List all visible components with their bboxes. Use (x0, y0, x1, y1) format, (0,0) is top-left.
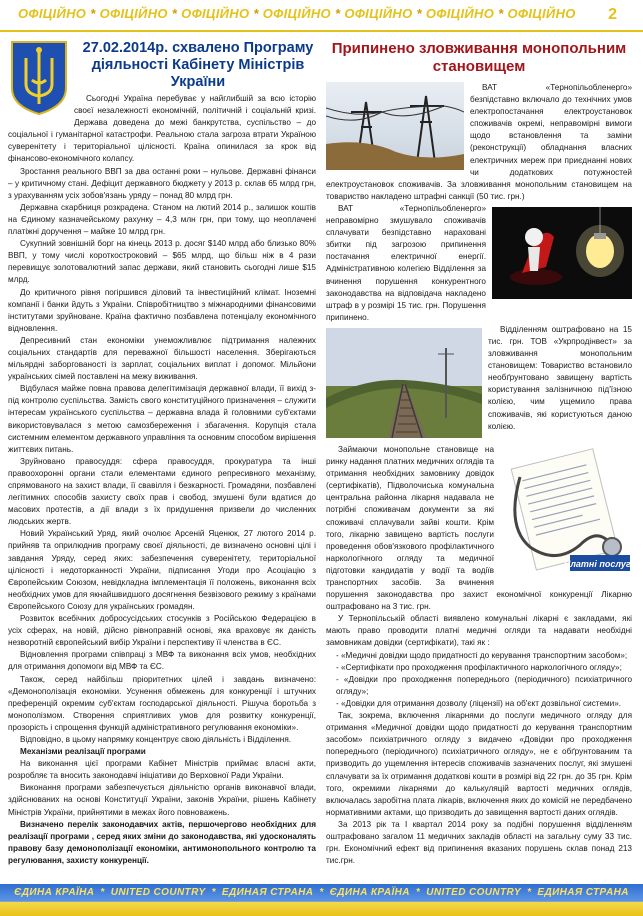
right-article-title: Припинено зловживання монопольним становищем (331, 40, 627, 75)
list-item: - «Довідки для отримання дозволу (ліцензії) на об'єкт дозвільної системи». (336, 698, 622, 708)
left-article-title: 27.02.2014р. схвалено Програму діяльності Кабінету Міністрів України (82, 40, 314, 90)
left-paragraph: Також, серед найбільш пріоритетних цілей і завдань визначено: «Демонополізація економіки. Усунення обмежень для конкуренції і штучних преференцій окремим суб'єктам господарської діяльності. Рішуча боротьба з монополізмом. Створення сприятливих умов для розвитку конкуренції, прозорість і спрощення функцій адміністративного регулювання економіки». (8, 674, 316, 732)
ukraine-trident-emblem-icon (8, 40, 70, 116)
header-star-icon: * (334, 6, 341, 21)
list-item: - «Медичні довідки щодо придатності до керування транспортним засобом»; (336, 650, 628, 660)
lightbulb-figure-photo (492, 207, 632, 303)
header-star-icon: * (416, 6, 422, 21)
right-paragraph-4: Займаючи монопольне становище на ринку надання платних медичних оглядів та отримання необхідних замовнику довідок (сертифікатів), Підволочиська комунальна центральна районна лікарня надавала не потрібні споживачам документи за які споживачі сплачували зайві кошти. Крім того, лікарню завищено вартість послуги проведення обов'язкового профілактичного наркологічного огляду та медичної підготовки кандидатів у водії та водіїв транспортних засобів. За вчинення порушення законодавства про захист економічної конкуренції Лікарню оштрафовано на 3 тис. грн. (326, 444, 632, 612)
footer-slogan (0, 887, 643, 898)
page-header (0, 0, 643, 34)
emblem-area (8, 40, 74, 118)
header-word: ОФІЦІЙНО (181, 6, 250, 21)
left-paragraph: Сьогодні Україна перебуває у найглибшій за всю історію своєї незалежності економічній, політичній і соціальній кризі. Держава доведена до межі банкрутства, суспільство – до соціальної і гуманітарної катастрофи. Реальною стала загроза втрати Україною суверенітету і територіальної цілісності. Країна опинилася за крок від фінансово-економічного колапсу. (8, 94, 316, 164)
footer-star-icon: * (527, 887, 532, 898)
list-item: - «Довідки про проходження попереднього (періодичного) психіатричного огляду»; (336, 674, 632, 696)
header-word: ОФІЦІЙНО (18, 6, 87, 21)
left-paragraph: До критичного рівня погіршився діловий та інвестиційний клімат. Іноземні компанії і банки йдуть з України. Співробітництво з міжнародними фінансовими інститутами зруйноване. Країна фактично позбавлена потенціалу економічного відновлення. (8, 287, 316, 333)
power-lines-photo (326, 82, 464, 174)
header-divider (0, 30, 643, 32)
left-paragraph: Розвиток всебічних добросусідських стосунків з Російською Федерацією в усіх сферах, на новій, дійсно рівноправній основі, яка враховує як даність незворотній європейський вибір України і перспективу її членства в ЄС. (8, 614, 316, 648)
image-caption: Платні послуги (563, 558, 632, 569)
footer-slogan-item: ЕДИНАЯ СТРАНА (221, 887, 314, 898)
left-paragraph: Депресивний стан економіки унеможливлює підтримання належних соціальних стандартів для переважної більшості населення. Зберігаються мільярдні заборгованості із зарплат, соціальних виплат і допомог. Мільйони українських сімей поставлені на межу виживання. (8, 335, 316, 382)
footer-star-icon: * (415, 887, 421, 898)
left-paragraph: Новий Український Уряд, який очолює Арсеній Яценюк, 27 лютого 2014 р. прийняв та оприлюднив програму своєї діяльності, де визначено основні цілі і завдання Уряду, серед яких: забезпечення суверенітету, територіальної цілісності і недоторканності України, підписання Угоди про Асоціацію з Європейським Союзом, невідкладна імплементація її положень, виконання всіх необхідних умов для якнайшвидшого досягнення безвізового режиму з країнами Європейського Союзу для українських громадян. (8, 529, 316, 611)
right-paragraph-6: Так, зокрема, включення лікарнями до послуги медичного огляду для отримання «Медичної довідки щодо придатності до керування транспортним засобом» психіатричного огляду з видачею «Довідки про проходження попереднього (періодичного) психіатричного огляду», не є обґрунтованим та призводить до ущемлення інтересів споживачів зазначених послуг, які змушені сплачувати за їх отримання додаткові кошти в розмірі від 22 грн. до 35 грн. Крім того, окремими лікарнями до калькуляцій вартості медичних оглядів, включалась заробітна плата лікарів, включення яких до комісій не передбачено нормативними актами, що призводить до завищення вартості даних оглядів. (326, 711, 632, 817)
left-article-body (8, 93, 316, 746)
stethoscope-certificate-photo (500, 437, 632, 587)
railway-photo (326, 328, 482, 442)
footer-star-icon: * (100, 887, 105, 898)
header-word: ОФІЦІЙНО (99, 6, 168, 21)
right-paragraph-2: ВАТ «Тернопільобленерго» неправомірно змушувало споживачів сплачувати безпідставно нараховані збитки під загрозою припинення постачання електричної енергії. Адміністративною колегією Відділення за вчинення порушення конкурентного законодавства на відповідача накладено штраф в у розмірі 15 тис. грн. Порушення припинено. (326, 203, 486, 322)
left-subheading: Механізми реалізації програми (20, 747, 146, 757)
header-word: ОФІЦІЙНО (507, 6, 576, 21)
footer-slogan-item: ЄДИНА КРАЇНА (329, 887, 410, 898)
left-article-body-2 (8, 758, 316, 867)
left-paragraph: Державна скарбниця розкрадена. Станом на лютий 2014 р., залишок коштів на Єдиному казначейському рахунку – 4,3 млн грн, при тому, що неоплачені платіжні доручення – майже 10 млрд грн. (8, 202, 316, 237)
list-item: - «Сертифікати про проходження профілактичного наркологічного огляду»; (336, 662, 622, 672)
page-footer (0, 884, 643, 916)
right-paragraph-3: Відділенням оштрафовано на 15 тис. грн. ТОВ «Укрпродінвест» за зловживання монопольним становищем: Товариство встановило необґрунтовано завищену вартість користування залізничною під'їзною колією, чим ущемило права споживачів, які користуються даною колією. (488, 324, 632, 431)
footer-slogan-item: UNITED COUNTRY (426, 887, 522, 898)
left-paragraph: Відновлення програми співпраці з МВФ та виконання всіх умов, необхідних для отримання допомоги від МВФ та ЄС. (8, 650, 316, 672)
header-word: ОФІЦІЙНО (262, 6, 331, 21)
left-column (8, 40, 316, 867)
header-strip (18, 6, 576, 21)
left-paragraph: Зростання реального ВВП за два останні роки – нульове. Державні фінанси – у критичному стані. Дефіцит державного бюджету у 2013 р. склав 65 млрд грн, з урахуванням усіх зобов'язань уряду – понад 80 млрд грн. (8, 166, 316, 200)
footer-slogan-item: UNITED COUNTRY (110, 887, 206, 898)
left-paragraph: Відповідно, в цьому напрямку концентрує свою діяльність і Відділення. (20, 734, 292, 744)
header-word: ОФІЦІЙНО (425, 6, 495, 21)
header-star-icon: * (171, 6, 178, 21)
right-paragraph-1: ВАТ «Тернопільобленерго» безпідставно включало до технічних умов електропостачання електроустановок споживачів окремі, неправомірні вимоги щодо встановлення та заміни (реконструкції) обладнання власних електричних мереж при приєднанні нових чи додаткових потужностей електроустановок споживачів. За зловживання монопольним становищем на товариство накладено штрафні санкції (50 тис. грн.) (326, 83, 632, 201)
footer-star-icon: * (319, 887, 324, 898)
footer-slogan-item: ЄДИНА КРАЇНА (14, 887, 95, 898)
right-column (326, 40, 632, 867)
page-number: 2 (608, 6, 617, 23)
footer-slogan-item: ЕДИНАЯ СТРАНА (537, 887, 629, 898)
right-list (326, 650, 632, 710)
footer-star-icon: * (211, 887, 216, 898)
left-paragraph: Відбулася майже повна правова делегітимізація державної влади, її вихід з-під контролю суспільства. Замість свого конституційного призначення – служити інтересам українського суспільства – державна влада й головними суб'єктами використовувалася з метою самозбереження і збагачення. Корупція стала системним елементом державного управління та основним способом вирішення життєвих питань. (8, 384, 316, 454)
header-star-icon: * (253, 6, 259, 21)
left-paragraph: Визначено перелік законодавчих актів, першочергово необхідних для реалізації програми , серед яких зміни до законодавства, які удосконалять правову базу демонополізації економіки, антимонопольного контролю та регулювання, захисту конкуренції. (8, 819, 316, 865)
header-word: ОФІЦІЙНО (344, 6, 413, 21)
left-paragraph: Виконання програми забезпечується діяльністю органів виконавчої влади, здійснюваних на основі Конституції України, законів України, рішень Кабінету Міністрів України, прийнятими в межах його повноважень. (8, 783, 316, 817)
header-star-icon: * (498, 6, 504, 21)
left-paragraph: Зруйновано правосуддя: сфера правосуддя, прокуратура та інші правоохоронні органи стали елементами єдиного репресивного механізму, спрямованого на захист влади, її свавілля і безкарності. Громадяни, позбавлені легітимних способів захисту своїх прав і свобод, змушені були вдатися до масових протестів, а дії влади з їх придушення призвели до численних людських жертв. (8, 456, 316, 527)
header-star-icon: * (90, 6, 96, 21)
right-paragraph-7: За 2013 рік та I квартал 2014 року за подібні порушення відділенням оштрафовано загалом 11 медичних закладів області на загальну суму 33 тис. грн. Економічний ефект від припинення вказаних порушень склав понад 213 тис.грн. (326, 819, 632, 866)
left-paragraph: Сукупний зовнішній борг на кінець 2013 р. досяг $140 млрд або близько 80% ВВП, у тому числі короткостроковий – $65 млрд, що більш ніж в 4 рази перевищує золотовалютний запас держави, який становить сьогодні лише $15 млрд. (8, 239, 316, 285)
left-paragraph: На виконання цієї програми Кабінет Міністрів приймає власні акти, розробляє та вносить законодавчі ініціативи до Верховної Ради України. (8, 759, 316, 781)
right-paragraph-5: У Тернопільській області виявлено комунальні лікарні є закладами, які мають право проводити платні медичні огляди та надавати необхідні замовникам довідки (сертифікати), такі як : (326, 614, 632, 648)
